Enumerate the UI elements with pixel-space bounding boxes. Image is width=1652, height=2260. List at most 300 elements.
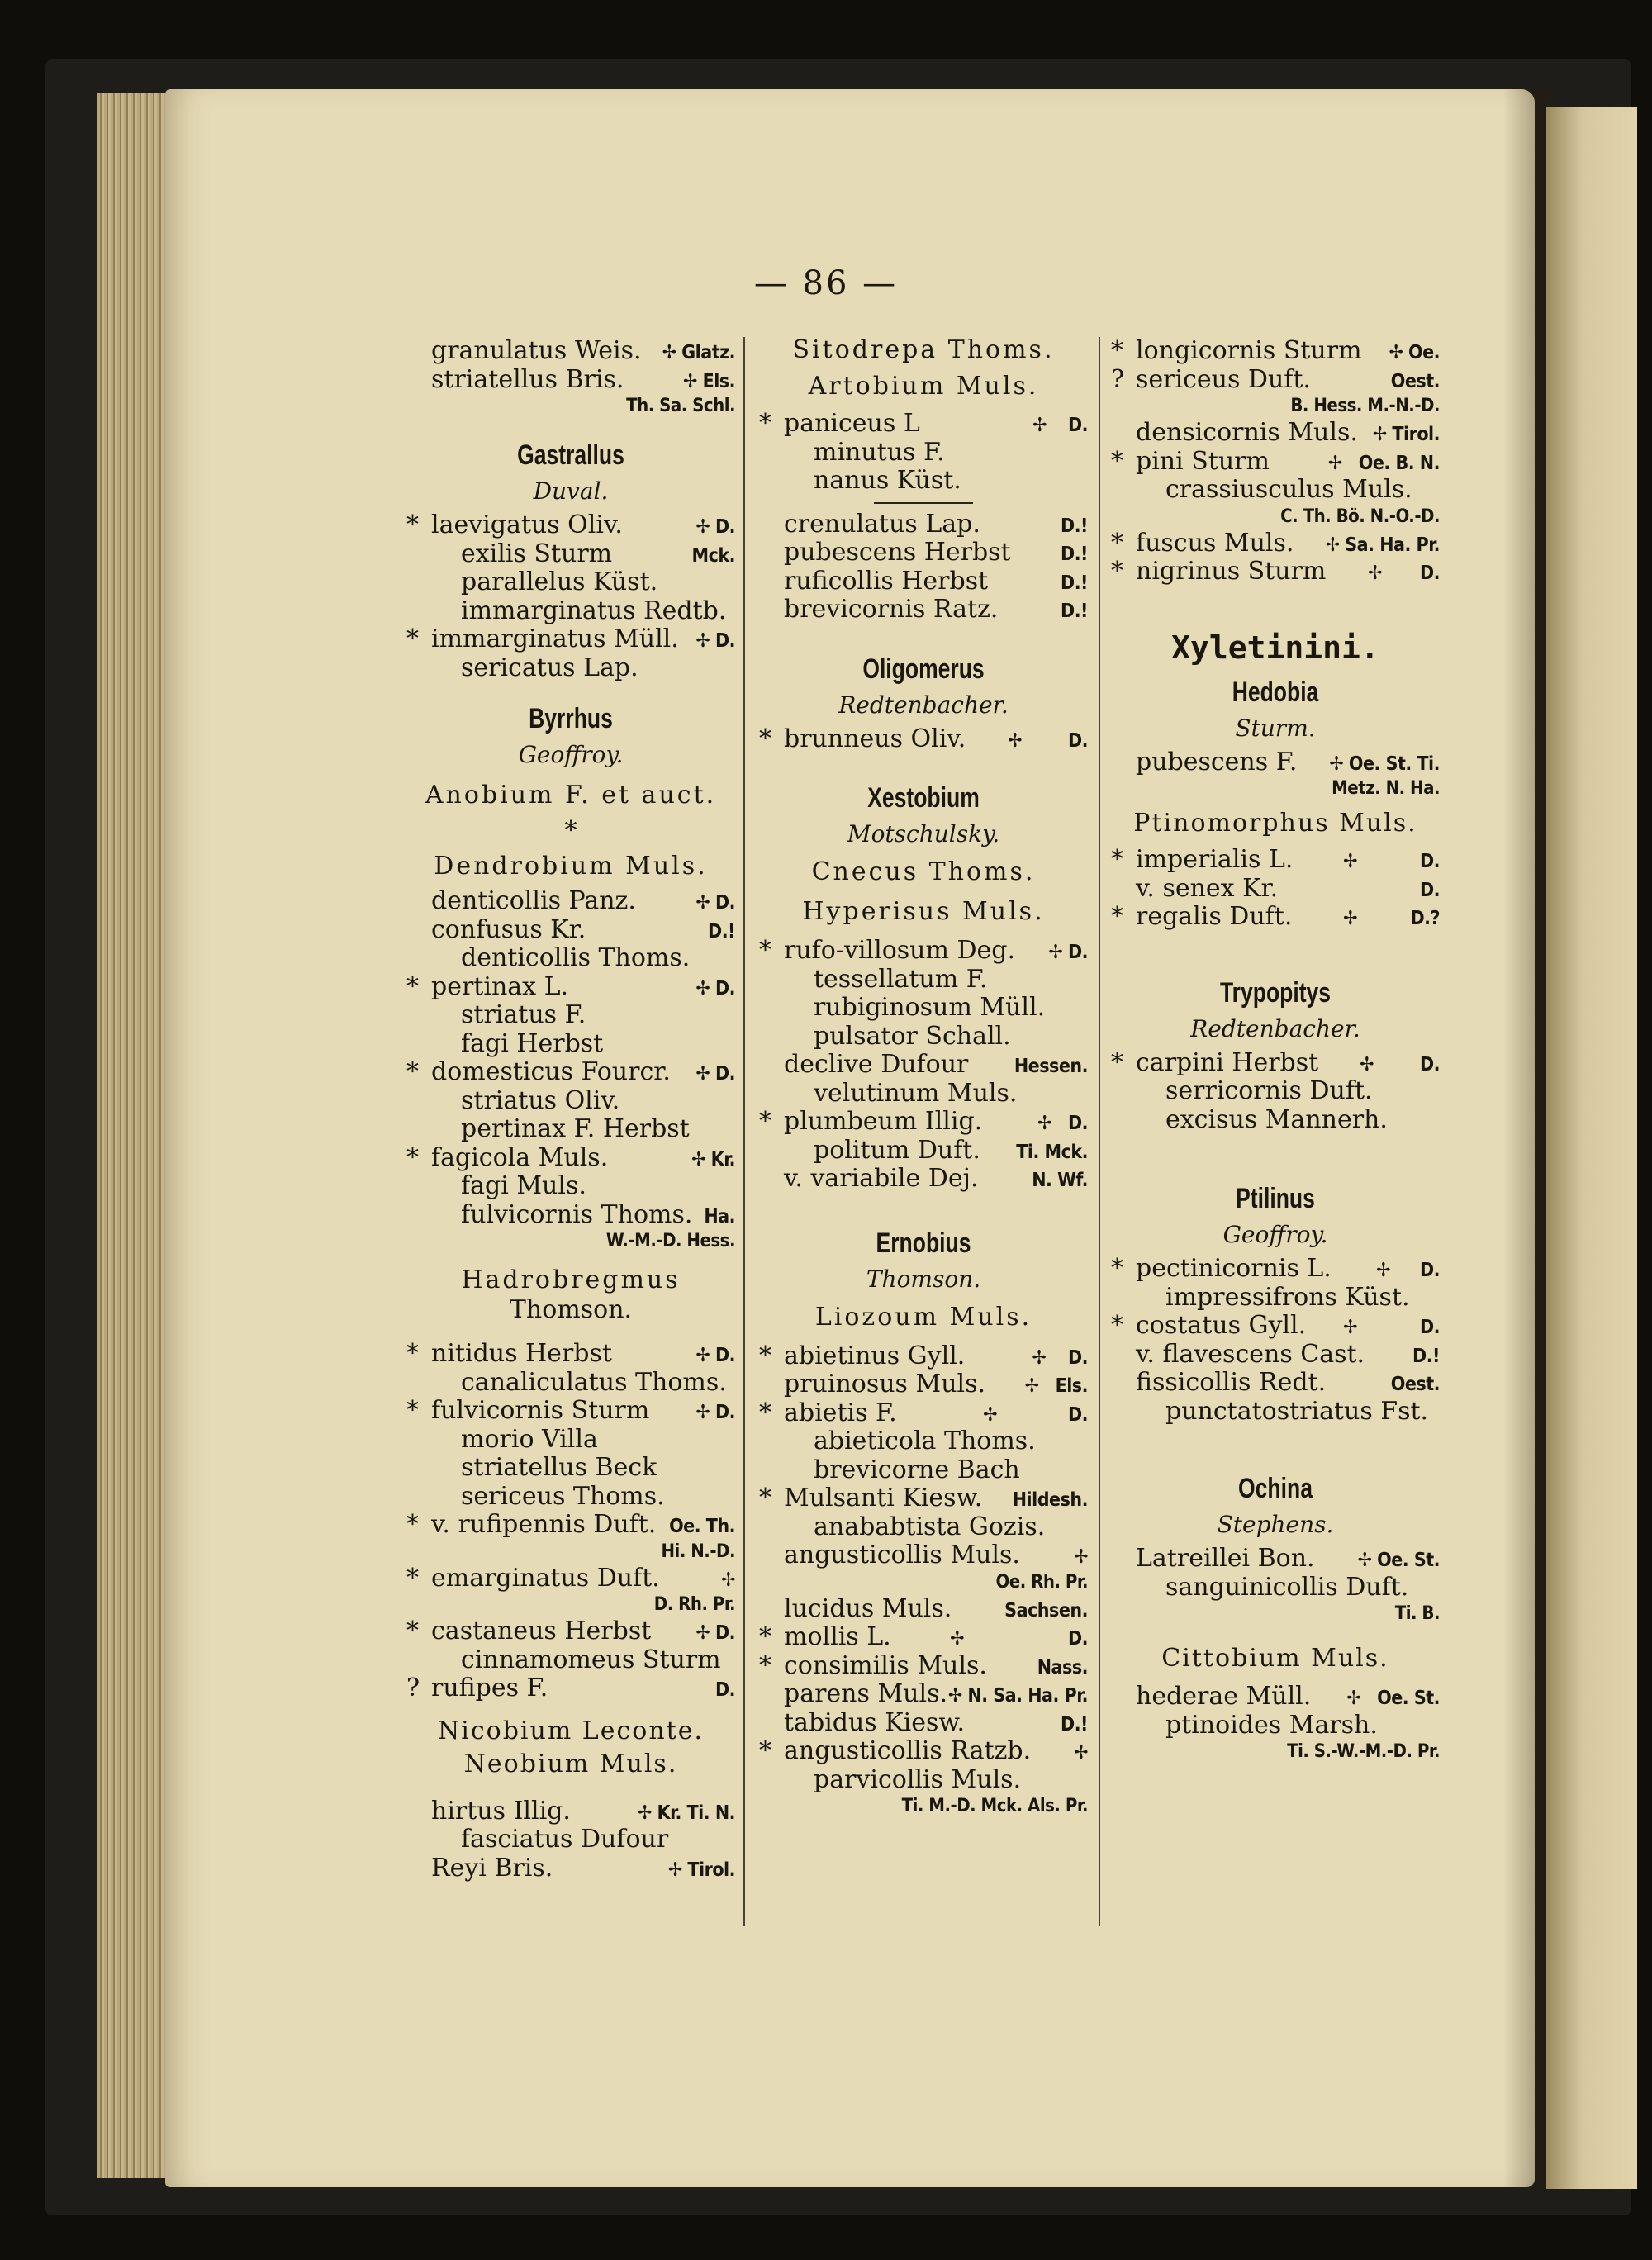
subgenus-heading: Cnecus Thoms. [811,857,1036,886]
species-entry [759,1342,1088,1371]
synonym-name: immarginatus Redtb. [461,596,727,625]
cross-icon: ✢ [947,1685,962,1707]
cross-icon: ✢ [950,1628,964,1650]
species-name: fulvicornis Sturm [431,1396,650,1425]
locality: Oe. St. [1377,1688,1440,1709]
locality: D. [714,977,735,999]
species-entry [406,1674,735,1703]
species-name: denticollis Panz. [431,886,636,915]
cross-icon: ✢ [695,1622,710,1644]
species-entry [1111,1341,1440,1370]
column-1 [406,337,735,1883]
cross-icon: ✢ [1372,424,1387,445]
species-entry [759,1370,1088,1399]
species-entry [406,887,735,916]
locality: D. [714,516,735,538]
asterisk-mark: * [406,1396,419,1425]
asterisk-mark: * [759,1107,771,1136]
cross-icon: ✢ [1032,1346,1047,1369]
locality: Oe. St. [1377,1550,1440,1571]
cross-icon: ✢ [1024,1375,1039,1397]
subgenus-author: Thomson. [509,1295,633,1324]
genus-author: Geoffroy. [1222,1221,1328,1248]
asterisk-mark: * [1111,528,1123,558]
synonym-name: morio Villa [461,1424,598,1454]
synonym-entry [759,467,1088,496]
cross-icon: ✢ [695,630,710,652]
cross-icon: ✢ [1343,1317,1357,1338]
locality: D. [714,1345,735,1366]
species-name: hirtus Illig. [431,1796,571,1826]
synonym-entry [1111,1398,1440,1427]
subgenus-heading: Ptinomorphus Muls. [1133,809,1417,838]
genus-heading: Oligomerus [862,653,985,685]
species-entry [759,1108,1088,1137]
subgenus-heading: Hadrobregmus [461,1265,681,1294]
locality: N. Wf. [1032,1170,1088,1191]
asterisk-mark: * [406,1563,419,1593]
cross-icon: ✢ [1037,1113,1051,1134]
species-name: striatellus Bris. [431,364,624,394]
synonym-name: striatus Oliv. [461,1085,620,1115]
asterisk-mark: * [759,1622,771,1651]
species-name: Mulsanti Kiesw. [784,1484,983,1512]
separator-rule [874,502,973,504]
genus-author: Motschulsky. [847,820,1000,848]
cross-icon: ✢ [691,1148,705,1170]
genus-heading: Ptilinus [1236,1183,1315,1214]
locality: D. [1067,729,1088,752]
species-entry [406,1144,735,1173]
synonym-name: striatus F. [461,1000,586,1029]
species-name: fagicola Muls. [431,1142,609,1172]
locality: Metz. N. Ha. [1332,778,1440,799]
synonym-name: punctatostriatus Fst. [1165,1396,1429,1426]
species-entry [1111,1255,1440,1284]
locality: Oest. [1390,1374,1440,1395]
genus-heading: Hedobia [1232,676,1319,708]
species-name: pectinicornis L. [1136,1254,1332,1283]
species-name: regalis Duft. [1136,902,1293,931]
cross-icon: ✢ [1032,415,1047,436]
cross-icon: ✢ [637,1802,652,1824]
species-entry [759,1737,1088,1766]
species-entry [759,1051,1088,1080]
asterisk-mark: * [759,1341,771,1370]
locality: D.! [1061,544,1088,565]
species-entry [1111,337,1440,366]
asterisk-mark: * [406,1339,419,1368]
species-entry [759,596,1088,624]
cross-icon: ✢ [983,1403,997,1426]
asterisk-mark: * [406,1510,419,1539]
species-name: immarginatus Müll. [431,624,679,653]
locality: Ti. M.-D. Mck. Als. Pr. [901,1796,1088,1816]
genus-author: Stephens. [1217,1511,1334,1538]
synonym-entry [406,944,735,973]
cross-icon: ✢ [1357,1550,1372,1571]
genus-author: Redtenbacher. [1190,1014,1360,1042]
genus-heading: Xestobium [867,782,980,814]
species-entry [1111,448,1440,477]
species-entry [1111,1545,1440,1574]
cross-icon: ✢ [721,1569,735,1591]
synonym-entry [759,1023,1088,1052]
synonym-name: fulvicornis Thoms. [461,1199,693,1229]
asterisk-mark: * [1111,1254,1123,1283]
locality: D. [1419,879,1440,901]
synonym-entry [406,1115,735,1144]
synonym-name: ptinoides Marsh. [1165,1710,1378,1740]
synonym-entry [406,1646,735,1675]
locality: W.-M.-D. Hess. [605,1231,735,1251]
synonym-name: brevicorne Bach [814,1455,1020,1484]
species-name: densicornis Muls. [1136,418,1358,447]
species-entry [406,337,735,366]
synonym-name: parallelus Küst. [461,567,658,596]
locality: N. Sa. Ha. Pr. [967,1685,1088,1707]
asterisk-mark: * [759,1736,771,1765]
species-entry [759,1680,1088,1709]
species-name: brevicornis Ratz. [784,595,999,624]
species-entry [1111,366,1440,395]
cross-icon: ✢ [1389,342,1403,363]
species-entry [406,511,735,540]
locality: D. [1067,415,1088,436]
cross-icon: ✢ [1327,452,1342,474]
locality: Nass. [1037,1656,1088,1678]
species-name: castaneus Herbst [431,1617,652,1645]
locality: C. Th. Bö. N.-O.-D. [1280,506,1440,527]
species-name: imperialis L. [1136,845,1294,874]
synonym-entry [406,1483,735,1512]
species-entry [406,973,735,1002]
species-name: plumbeum Illig. [784,1107,983,1136]
locality: Ti. Mck. [1016,1141,1088,1163]
synonym-entry [406,568,735,597]
species-entry [1111,558,1440,586]
genus-author: Duval. [533,477,609,505]
species-name: granulatus Weis. [431,336,642,365]
cross-icon: ✢ [1074,1742,1088,1764]
species-name: rufipes F. [431,1674,548,1702]
synonym-name: sericatus Lap. [461,653,638,682]
species-entry [759,1541,1088,1570]
genus-heading: Gastrallus [517,439,624,471]
locality: Ti. B. [1394,1603,1440,1624]
page-number: — 86 — [753,264,899,302]
locality: Oest. [1390,370,1440,392]
asterisk-mark: * [406,971,419,1001]
asterisk-mark: * [1111,845,1123,874]
asterisk-mark: * [759,936,771,965]
species-name: sericeus Duft. [1136,364,1311,394]
species-name: parens Muls. [784,1679,948,1708]
locality: Ti. S.-W.-M.-D. Pr. [1287,1741,1440,1762]
synonym-entry [759,1427,1088,1456]
cross-icon: ✢ [1074,1546,1088,1568]
species-name: fissicollis Redt. [1136,1368,1327,1397]
species-entry [1111,903,1440,932]
species-name: declive Dufour [784,1050,969,1079]
synonym-name: exilis Sturm [461,539,613,568]
synonym-entry [759,1513,1088,1542]
asterisk-mark: * [564,816,577,845]
synonym-entry [1111,1106,1440,1135]
locality: D. [1067,942,1088,963]
synonym-name: striatellus Beck [461,1453,657,1482]
locality: D. [1419,563,1440,584]
species-name: pubescens Herbst [784,538,1011,567]
synonym-entry [406,1426,735,1455]
asterisk-mark: * [759,1650,771,1680]
synonym-name: fasciatus Dufour [461,1825,669,1854]
species-entry [406,1617,735,1646]
species-entry [759,1652,1088,1681]
cross-icon: ✢ [683,370,697,392]
tribe-heading: Xyletinini. [1171,629,1379,666]
species-entry [406,1058,735,1087]
cross-icon: ✢ [1048,942,1063,963]
species-name: consimilis Muls. [784,1650,987,1680]
species-name: longicornis Sturm [1136,336,1362,365]
asterisk-mark: * [1111,1047,1123,1077]
locality: D. [1067,1403,1088,1426]
synonym-name: excisus Mannerh. [1165,1104,1388,1134]
synonym-name: cinnamomeus Sturm [461,1645,721,1674]
species-entry [406,1797,735,1826]
species-name: Latreillei Bon. [1136,1544,1315,1573]
cross-icon: ✢ [1343,908,1357,929]
synonym-name: serricornis Duft. [1165,1076,1373,1105]
synonym-name: pulsator Schall. [814,1021,1011,1051]
cross-icon: ✢ [1346,1688,1361,1709]
species-name: brunneus Oliv. [784,724,966,753]
synonym-entry [759,1456,1088,1485]
synonym-entry [406,1369,735,1398]
species-entry [759,725,1088,754]
synonym-name: crassiusculus Muls. [1165,475,1412,504]
subgenus-heading: Artobium Muls. [808,372,1039,401]
synonym-entry [759,439,1088,468]
locality: D.! [708,920,735,942]
asterisk-mark: * [406,1057,419,1086]
asterisk-mark: * [759,1484,771,1512]
genus-author: Geoffroy. [518,741,624,768]
species-entry [1111,419,1440,448]
locality: Ha. [704,1205,735,1227]
subgenus-heading: Hyperisus Muls. [802,897,1045,926]
asterisk-mark: * [759,1398,771,1427]
synonym-name: anababtista Gozis. [814,1512,1046,1541]
species-name: nitidus Herbst [431,1339,612,1368]
locality: D. [714,1402,735,1423]
locality: Kr. [710,1148,735,1170]
genus-heading: Ochina [1238,1473,1313,1504]
species-entry [406,366,735,395]
column-rule-2 [1099,337,1100,1926]
species-entry [1111,748,1440,777]
species-entry [1111,846,1440,875]
species-entry [759,1165,1088,1194]
synonym-name: tessellatum F. [814,964,988,994]
locality: Kr. Ti. N. [657,1802,735,1824]
locality: Tirol. [687,1859,735,1881]
synonym-name: abieticola Thoms. [814,1427,1036,1455]
species-name: fuscus Muls. [1136,528,1294,558]
synonym-entry [1111,1077,1440,1106]
synonym-entry [406,1030,735,1059]
locality: Sa. Ha. Pr. [1345,534,1440,556]
species-name: angusticollis Ratzb. [784,1736,1032,1765]
species-entry [1111,1683,1440,1712]
locality: Els. [1055,1375,1088,1397]
asterisk-mark: * [1111,557,1123,586]
locality: D.! [1412,1345,1440,1367]
facing-page-edge [1546,107,1637,2189]
species-entry [759,1623,1088,1652]
cross-icon: ✢ [1343,851,1357,872]
synonym-entry [406,1201,735,1230]
locality: Oe. Rh. Pr. [995,1571,1088,1593]
locality: Hildesh. [1012,1489,1088,1511]
locality: Glatz. [681,342,735,363]
species-name: laevigatus Oliv. [431,510,623,539]
genus-author: Thomson. [866,1265,981,1293]
asterisk-mark: * [759,724,771,753]
synonym-entry [406,1826,735,1854]
synonym-name: canaliculatus Thoms. [461,1367,727,1397]
synonym-entry [406,1087,735,1116]
species-name: nigrinus Sturm [1136,557,1327,586]
locality: D. [1067,1346,1088,1369]
species-name: hederae Müll. [1136,1682,1312,1711]
species-name: domesticus Fourcr. [431,1057,671,1086]
species-entry [759,510,1088,539]
subgenus-heading: Cittobium Muls. [1161,1644,1389,1673]
species-entry [1111,1369,1440,1398]
species-name: pubescens F. [1136,747,1298,776]
species-entry [406,1564,735,1593]
locality: Sachsen. [1004,1599,1088,1621]
asterisk-mark: * [406,1142,419,1172]
question-mark: ? [1111,364,1125,394]
species-entry [759,1709,1088,1738]
locality: Oe. B. N. [1358,452,1440,474]
genus-heading: Trypopitys [1219,976,1332,1009]
cross-icon: ✢ [695,1402,710,1423]
asterisk-mark: * [1111,336,1123,365]
locality: D. [1419,1053,1440,1075]
synonym-entry [1111,1574,1440,1602]
subgenus-heading: Dendrobium Muls. [434,852,708,881]
species-name: rufo-villosum Deg. [784,936,1016,965]
asterisk-mark: * [406,510,419,539]
synonym-name: fagi Herbst [461,1028,604,1058]
synonym-name: nanus Küst. [814,466,961,495]
asterisk-mark: * [406,624,419,653]
synonym-name: fagi Muls. [461,1171,586,1200]
synonym-entry [406,654,735,683]
species-name: paniceus L [784,409,920,438]
subgenus-heading: Nicobium Leconte. [437,1716,705,1745]
species-name: v. flavescens Cast. [1136,1339,1365,1369]
synonym-entry [406,1454,735,1483]
locality: D. [1419,1260,1440,1281]
species-name: pertinax L. [431,971,569,1001]
locality: Tirol. [1392,424,1440,445]
asterisk-mark: * [1111,446,1123,476]
subgenus-heading: Liozoum Muls. [814,1302,1032,1332]
genus-author: Sturm. [1235,714,1316,742]
column-3 [1111,337,1440,1764]
locality: Oe. St. Ti. [1348,753,1440,775]
asterisk-mark: * [1111,1311,1123,1340]
locality: Oe. Th. [669,1516,735,1537]
locality: D.! [1061,515,1088,537]
species-name: pini Sturm [1136,446,1270,476]
species-entry [759,539,1088,567]
gutter-shadow [1503,89,1553,2187]
cross-icon: ✢ [695,1345,710,1366]
synonym-entry [1111,476,1440,505]
cross-icon: ✢ [1329,753,1344,775]
synonym-name: rubiginosum Müll. [814,993,1046,1022]
asterisk-mark: * [1111,902,1123,931]
species-entry [1111,1049,1440,1078]
species-entry [759,937,1088,966]
species-name: costatus Gyll. [1136,1311,1307,1340]
species-name: lucidus Muls. [784,1593,952,1623]
question-mark: ? [406,1674,420,1702]
species-entry [1111,875,1440,904]
synonym-entry [759,1080,1088,1109]
synonym-name: pertinax F. Herbst [461,1114,690,1143]
cross-icon: ✢ [1325,534,1340,556]
synonym-name: parvicollis Muls. [814,1764,1022,1794]
locality: Els. [702,370,735,392]
species-name: pruinosus Muls. [784,1370,986,1398]
synonym-name: minutus F. [814,437,945,467]
asterisk-mark: * [759,409,771,438]
species-entry [406,1511,735,1540]
genus-author: Redtenbacher. [838,691,1009,719]
species-name: v. rufipennis Duft. [431,1510,657,1539]
synonym-entry [406,597,735,626]
species-name: mollis L. [784,1622,891,1651]
species-entry [759,410,1088,439]
synonym-entry [406,540,735,569]
asterisk-mark: * [406,1617,419,1645]
synonym-genus: Anobium F. et auct. [425,781,717,810]
cross-icon: ✢ [1368,563,1382,584]
locality: D. [714,1679,735,1701]
locality: D. [714,892,735,914]
species-name: Reyi Bris. [431,1853,553,1883]
cross-icon: ✢ [662,342,676,363]
column-rule-1 [743,337,745,1926]
locality: D.? [1410,908,1440,929]
locality: Hessen. [1014,1056,1088,1077]
species-entry [759,1399,1088,1428]
cross-icon: ✢ [667,1859,682,1881]
locality: D.! [1061,1713,1088,1735]
locality: D. [1067,1628,1088,1650]
species-entry [759,1595,1088,1624]
cross-icon: ✢ [695,977,710,999]
synonym-name: politum Duft. [814,1135,980,1165]
species-name: abietinus Gyll. [784,1341,966,1370]
